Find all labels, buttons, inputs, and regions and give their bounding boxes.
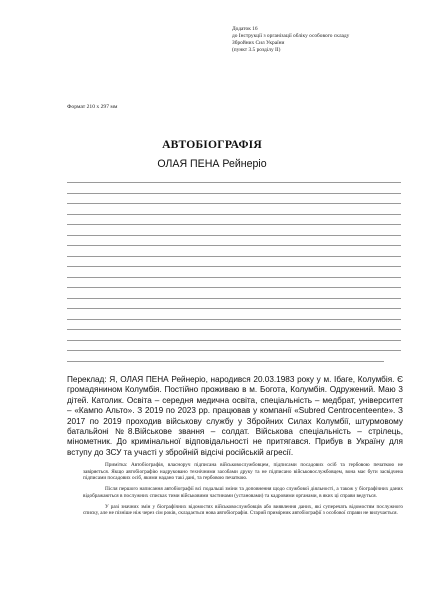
appendix-line: (пункт 3.5 розділу II) bbox=[232, 47, 281, 54]
blank-line bbox=[67, 340, 401, 341]
blank-line bbox=[67, 256, 401, 257]
blank-line bbox=[67, 361, 384, 362]
blank-line bbox=[67, 287, 401, 288]
format-label: Формат 210 х 297 мм bbox=[67, 104, 118, 110]
blank-line bbox=[67, 214, 401, 215]
appendix-reference bbox=[232, 26, 418, 54]
note-paragraph: У разі значних змін у біографічних відомостях військовослужбовців або виявлення даних, які суперечать відомостям послужного списку, але не пізніше ніж через сім років, складається нова автобіографія. Старий примірник автобіографії з особової справи не вилучається. bbox=[83, 503, 403, 517]
handwriting-lines bbox=[67, 182, 401, 371]
blank-line bbox=[67, 329, 401, 330]
blank-line bbox=[67, 193, 401, 194]
blank-line bbox=[67, 245, 401, 246]
note-paragraph: Після першого написання автобіографії всі подальші зміни та доповнення щодо службової діяльності, а також у біографічних даних відображаються в послужних списках тими військовими частинами (установами) та кадровими органами, в яких ці справи ведуться. bbox=[83, 486, 403, 499]
notes-block bbox=[83, 462, 403, 521]
document-title: АВТОБІОГРАФІЯ bbox=[162, 138, 262, 151]
appendix-line: Додаток 16 bbox=[232, 26, 258, 32]
blank-line bbox=[67, 350, 401, 351]
blank-line bbox=[67, 308, 401, 309]
translation-text: Переклад: Я, ОЛАЯ ПЕНА Рейнеріо, народився 20.03.1983 року у м. Ібаге, Колумбія. Є громадянином Колумбія. Постійно проживаю в м. Богота, Колумбія. Одружений. Маю 3 дітей. Католик. Освіта – середня медична освіта, спеціальність – медбрат, університет – «Кампо Альто». З 2019 по 2023 рр. працював у компанії «Subred Centrocenteente». З 2017 по 2019 проходив військову службу у Збройних Силах Колумбії, штурмовому батальйоні №8.Військове звання – солдат. Військова спеціальність – стрілець, мінометник. До кримінальної відповідальності не притягався. Прибув в Україну для вступу до ЗСУ та участі у збройній відсічі російській агресії. bbox=[67, 375, 403, 457]
appendix-line: Збройних Сил України bbox=[232, 40, 285, 47]
note-paragraph: Примітка: Автобіографія, власноруч підписана військовослужбовцем, підписами посадових осіб та гербовою печаткою не завіряється. Якщо автобіографію надруковано технічними засобами друку та не підписано військовослужбовцем, вона має бути засвідчена підписами посадових осіб, якими надано такі дані, та гербовою печаткою. bbox=[83, 462, 403, 482]
blank-line bbox=[67, 182, 401, 183]
blank-line bbox=[67, 298, 401, 299]
blank-line bbox=[67, 277, 401, 278]
blank-line bbox=[67, 319, 401, 320]
blank-line bbox=[67, 224, 401, 225]
appendix-line: до Інструкції з організації обліку особового складу bbox=[232, 33, 350, 40]
blank-line bbox=[67, 266, 401, 267]
blank-line bbox=[67, 235, 401, 236]
person-name: ОЛАЯ ПЕНА Рейнеріо bbox=[157, 158, 267, 170]
blank-line bbox=[67, 203, 401, 204]
